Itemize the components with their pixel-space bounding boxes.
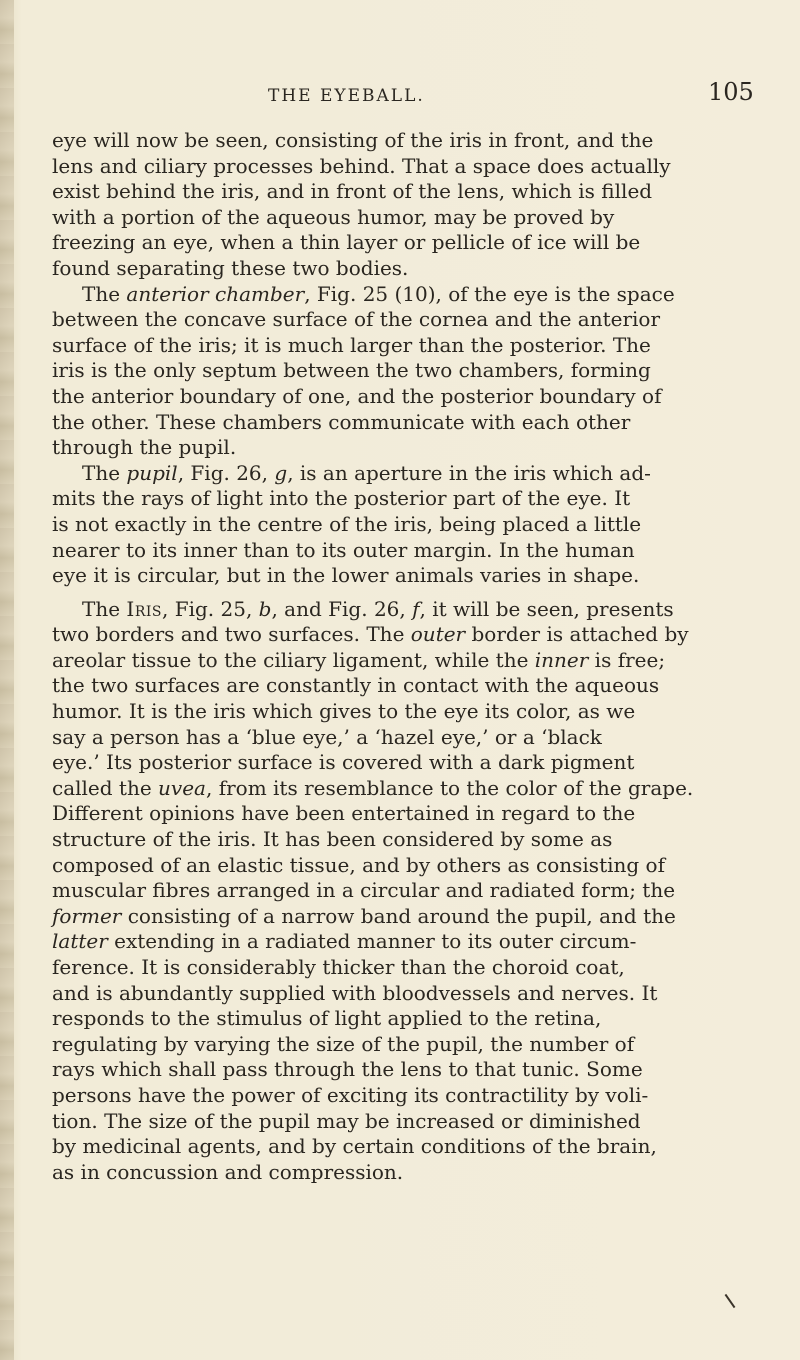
text-line: by medicinal agents, and by certain conditions of the brain, (52, 1134, 657, 1159)
stray-print-mark (725, 1294, 736, 1308)
text-line: humor. It is the iris which gives to the eye its color, as we (52, 699, 636, 724)
text-line: structure of the iris. It has been considered by some as (52, 827, 613, 852)
text-line: composed of an elastic tissue, and by others as consisting of (52, 852, 665, 877)
text-line (52, 282, 758, 308)
text-line: surface of the iris; it is much larger than the posterior. The (52, 332, 651, 357)
italic-letter: g (274, 460, 288, 485)
text-run: areolar tissue to the ciliary ligament, while the (52, 647, 535, 672)
text-line: iris is the only septum between the two chambers, forming (52, 358, 651, 383)
text-line: tion. The size of the pupil may be increased or diminished (52, 1108, 641, 1133)
small-caps-term: Iris (126, 596, 162, 621)
text-line: persons have the power of exciting its contractility by voli- (52, 1082, 649, 1107)
text-line: found separating these two bodies. (52, 255, 409, 280)
text-line: mits the rays of light into the posterior part of the eye. It (52, 486, 631, 511)
text-line: regulating by varying the size of the pupil, the number of (52, 1031, 635, 1056)
running-head: THE EYEBALL. (268, 86, 425, 106)
binding-gutter (0, 0, 14, 1360)
italic-term: inner (534, 647, 589, 672)
text-line: is not exactly in the centre of the iris, being placed a little (52, 511, 642, 536)
text-line (52, 622, 758, 648)
text-line (52, 597, 758, 623)
text-run: border is attached by (465, 622, 689, 647)
text-line: and is abundantly supplied with bloodvessels and nerves. It (52, 980, 658, 1005)
text-line: nearer to its inner than to its outer margin. In the human (52, 537, 635, 562)
text-run: , Fig. 26, (177, 460, 275, 485)
text-line (52, 461, 758, 487)
text-line: eye will now be seen, consisting of the iris in front, and the (52, 128, 654, 152)
text-run: , and Fig. 26, (271, 596, 413, 621)
text-line: muscular fibres arranged in a circular and radiated form; the (52, 878, 676, 903)
text-run: two borders and two surfaces. The (52, 622, 411, 647)
text-line: responds to the stimulus of light applied to the retina, (52, 1006, 602, 1031)
text-run: The (82, 281, 127, 306)
text-run: , is an aperture in the iris which ad- (287, 460, 651, 485)
text-run: called the (52, 775, 159, 800)
text-line (52, 776, 758, 802)
text-line: eye it is circular, but in the lower animals varies in shape. (52, 563, 640, 588)
italic-term: latter (52, 929, 108, 954)
text-line: through the pupil. (52, 435, 237, 460)
text-line: rays which shall pass through the lens to that tunic. Some (52, 1057, 643, 1082)
text-run: , Fig. 25, (161, 596, 259, 621)
text-run: consisting of a narrow band around the pupil, and the (121, 903, 676, 928)
italic-letter: b (258, 596, 272, 621)
text-run: , it will be seen, presents (419, 596, 674, 621)
text-run: extending in a radiated manner to its outer circum- (107, 929, 637, 954)
text-line: with a portion of the aqueous humor, may be proved by (52, 204, 615, 229)
text-run: The (82, 596, 127, 621)
text-line: eye.’ Its posterior surface is covered with a dark pigment (52, 750, 635, 775)
text-line: lens and ciliary processes behind. That a space does actually (52, 153, 671, 178)
page-number: 105 (708, 78, 754, 106)
italic-term: uvea (158, 775, 206, 800)
text-run: The (82, 460, 127, 485)
italic-term: outer (410, 622, 466, 647)
text-line: ference. It is considerably thicker than the choroid coat, (52, 955, 625, 979)
text-line: exist behind the iris, and in front of the lens, which is filled (52, 179, 653, 204)
text-line: say a person has a ‘blue eye,’ a ‘hazel eye,’ or a ‘black (52, 724, 602, 749)
text-line: freezing an eye, when a thin layer or pellicle of ice will be (52, 230, 641, 255)
italic-term: former (52, 903, 122, 928)
text-line (52, 929, 758, 955)
body-text (52, 128, 758, 1185)
text-run: , Fig. 25 (10), of the eye is the space (304, 281, 675, 306)
text-line (52, 648, 758, 674)
text-run: is free; (588, 647, 666, 672)
text-run: , from its resemblance to the color of the grape. (205, 775, 694, 800)
text-line: the other. These chambers communicate with each other (52, 409, 631, 434)
italic-letter: f (412, 596, 420, 621)
text-line: as in concussion and compression. (52, 1159, 404, 1184)
text-line: between the concave surface of the cornea and the anterior (52, 307, 661, 332)
italic-term: anterior chamber (126, 281, 305, 306)
text-line: the two surfaces are constantly in contact with the aqueous (52, 673, 660, 698)
text-line (52, 904, 758, 930)
italic-term: pupil (126, 460, 178, 485)
text-line: the anterior boundary of one, and the posterior boundary of (52, 383, 662, 408)
page-header (0, 76, 800, 108)
text-line: Different opinions have been entertained in regard to the (52, 801, 636, 826)
